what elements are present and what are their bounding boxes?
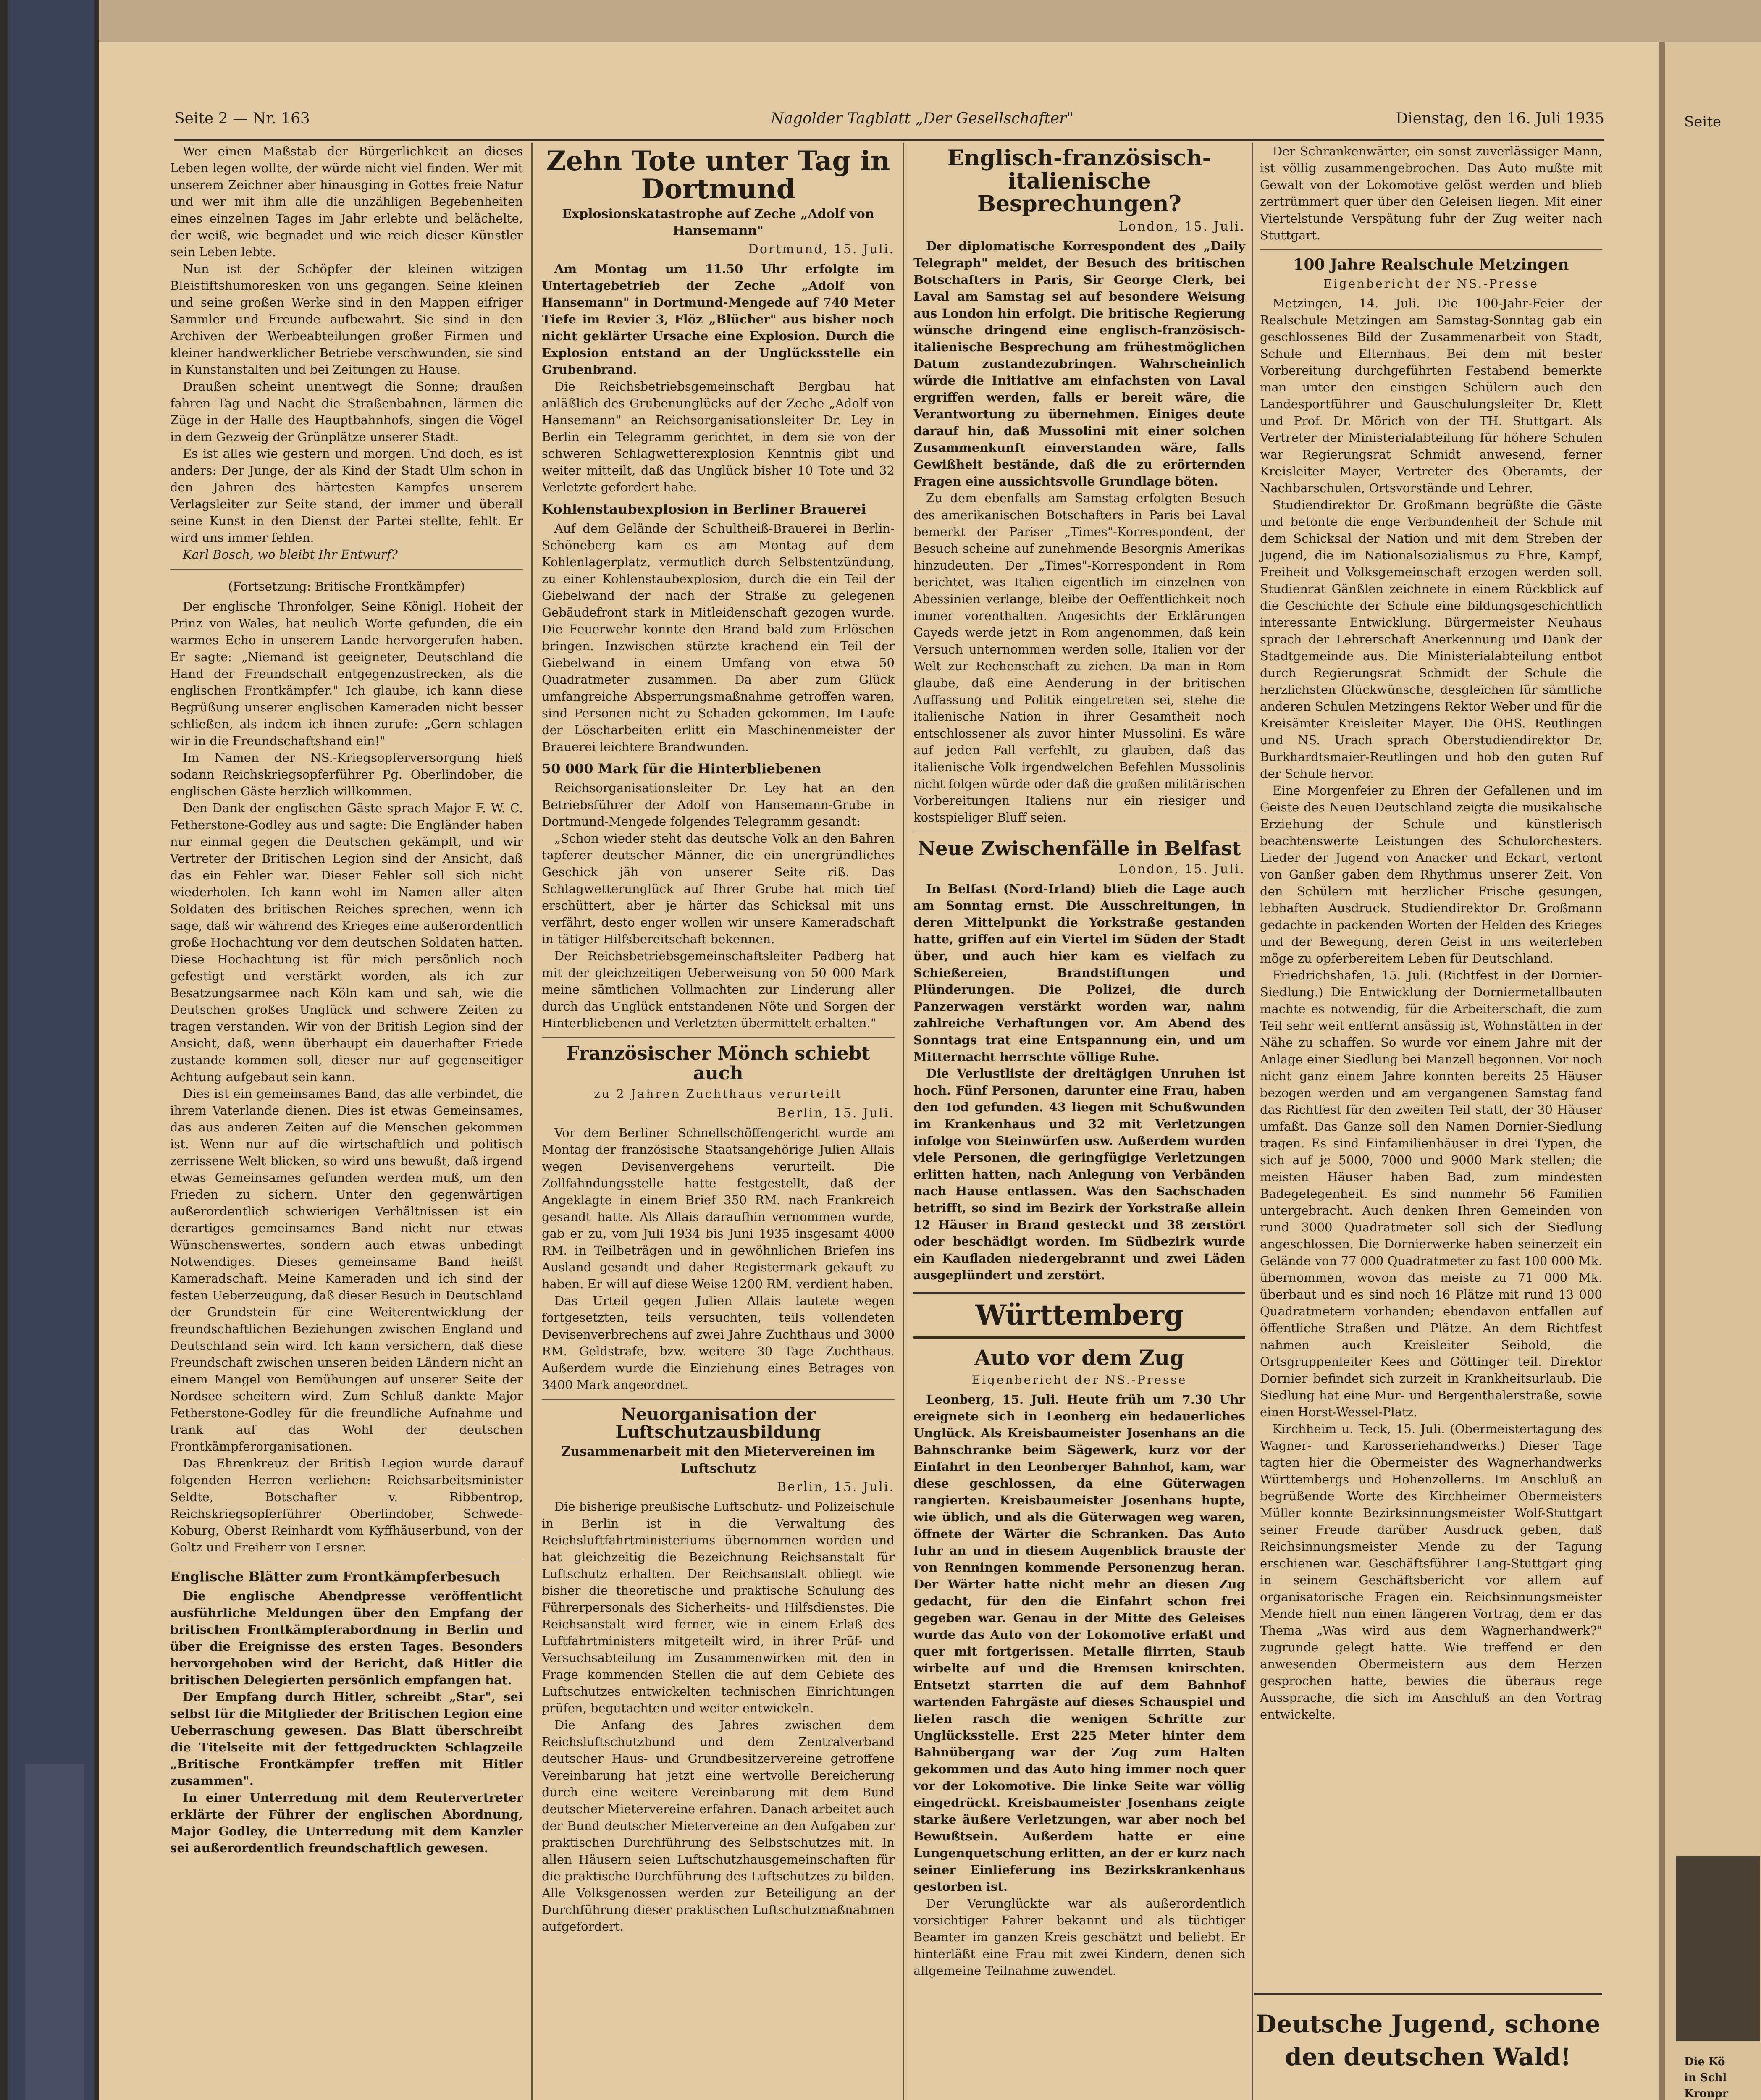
paragraph: Der Schrankenwärter, ein sonst zuverlässiger Mann, ist völlig zusammengebrochen. Das Auto mußte mit Gewalt von der Lokomotive gelöst werden und blieb zertrümmert quer über den Geleisen liegen. Mit einer Viertelstunde Verspätung fuhr der Zug weiter nach Stuttgart. [1260, 144, 1602, 242]
paragraph: Eine Morgenfeier zu Ehren der Gefallenen und im Geiste des Neuen Deutschland zeigte die musikalische Erziehung der Schule und künstlerisch beachtenswerte Leistungen des Schulorchesters. Lieder der Jugend von Anacker und Eckart, vertont von Ganßer gaben dem Rhythmus unserer Zeit. Von den Schülern mit herzlicher Frische gesungen, lebhaften Ausdruck. Studiendirektor Dr. Großmann gedachte in packenden Worten der Helden des Krieges und der Bewegung, deren Geist in uns weiterleben möge zu opferbereitem Leben für Deutschland. [1260, 783, 1602, 966]
binding-tape-lower [25, 1764, 84, 2100]
dateline: London, 15. Juli. [1118, 862, 1245, 877]
paragraph: Es ist alles wie gestern und morgen. Und doch, es ist anders: Der Junge, der als Kind der Stadt Ulm schon in den Jahren des härtesten Kampfes unserem Verlagsleiter zur Seite stand, der immer und überall seine Kunst in den Dienst der Partei stellte, fehlt. Er wird uns immer fehlen. [170, 446, 523, 545]
paragraph: Metzingen, 14. Juli. Die 100-Jahr-Feier der Realschule Metzingen am Samstag-Sonntag gab ein geschlossenes Bild der Zusammenarbeit von Stadt, Schule und Elternhaus. Bei dem mit bester Vorbereitung durchgeführten Festabend bemerkte man unter den einstigen Schülern auch den Landesportführer und Gauschulungsleiter Dr. Klett und Prof. Dr. Mörich von der TH. Stuttgart. Als Vertreter der Ministerialabteilung für höhere Schulen war Regierungsrat Schmidt anwesend, ferner Kreisleiter Mayer, Vertreter des Oberamts, der Nachbarschulen, Ortsvorstände und Lehrer. [1260, 296, 1602, 495]
adjacent-photo [1676, 1856, 1760, 2041]
slogan-rule [1254, 1993, 1602, 1995]
article-subhead: Explosionskatastrophe auf Zeche „Adolf von Hansemann" [562, 207, 874, 239]
divider [1260, 249, 1602, 250]
paragraph: Nun ist der Schöpfer der kleinen witzigen Bleistiftshumoresken von uns gegangen. Seine kleinen und seine großen Werke sind in den Mappen eifriger Sammler und Freunde aufbewahrt. Sie sind in den Archiven der Werbeabteilungen großer Firmen und kleiner handwerklicher Betriebe verschwunden, sie sind in Kunstanstalten und bei Zeitungen zu Hause. [170, 262, 523, 377]
paragraph: Reichsorganisationsleiter Dr. Ley hat an den Betriebsführer der Adolf von Hansemann-Grube in Dortmund-Mengede folgendes Telegramm gesandt: [542, 781, 895, 829]
paragraph: Leonberg, 15. Juli. Heute früh um 7.30 Uhr ereignete sich in Leonberg ein bedauerliches Unglück. Als Kreisbaumeister Josenhans an die Bahnschranke beim Sägewerk, kurz vor der Einfahrt in den Leonberger Bahnhof, kam, war diese geschlossen, da eine Güterwagen rangierten. Kreisbaumeister Josenhans hupte, wie üblich, und als die Güterwagen weg waren, öffnete der Wärter die Schranken. Das Auto fuhr an und in diesem Augenblick brauste der von Renningen kommende Personenzug heran. Der Wärter hatte nicht mehr an diesen Zug gedacht, für den die Einfahrt schon frei gegeben war. Genau in der Mitte des Geleises wurde das Auto von der Lokomotive erfaßt und quer mit fortgerissen. Metalle flirrten, Staub wirbelte auf und die Bremsen knirschten. Entsetzt starrten die auf dem Bahnhof wartenden Fahrgäste auf dieses Schauspiel und liefen rasch die wenigen Schritte zur Unglücksstelle. Erst 225 Meter hinter dem Bahnübergang war der Zug zum Halten gekommen und das Auto hing immer noch quer vor der Lokomotive. Die linke Seite war völlig eingedrückt. Kreisbaumeister Josenhans zeigte starke äußere Verletzungen, war aber noch bei Bewußtsein. Außerdem hatte er eine Lungenquetschung erlitten, an der er kurz nach seiner Einlieferung ins Bezirkskrankenhaus gestorben ist. [913, 1392, 1245, 1894]
moench-article [542, 1044, 895, 1393]
section-headline: Kohlenstaubexplosion in Berliner Brauerei [542, 501, 866, 517]
column-2 [542, 143, 895, 1935]
article-headline: Neue Zwischenfälle in Belfast [918, 837, 1241, 860]
column-rule [1252, 143, 1253, 2100]
paragraph: Im Namen der NS.-Kriegsopferversorgung hieß sodann Reichskriegsopferführer Pg. Oberlindober, die englischen Gäste herzlich willkommen. [170, 751, 523, 798]
paragraph: Der Reichsbetriebsgemeinschaftsleiter Padberg hat mit der gleichzeitigen Ueberweisung von 50 000 Mark meine sämtlichen Vollmachten zur Linderung aller durch das Unglück entstandenen Nöte und Sorgen der Hinterbliebenen und Verletzten übermittelt erhalten." [542, 949, 895, 1031]
continued-label: (Fortsetzung: Britische Frontkämpfer) [228, 579, 465, 593]
column-rule [531, 143, 533, 2100]
paragraph: Wer einen Maßstab der Bürgerlichkeit an dieses Leben legen wollte, der würde nicht viel finden. Wer mit unserem Zeichner aber hinausging in Gottes freie Natur und wer mit ihm alle die unzähligen Begebenheiten eines einzelnen Tages im Jahr erlebte und belächelte, der weiß, wie begnadet und wie reich dieser Künstler sein Leben lebte. [170, 144, 523, 259]
article-headline: Auto vor dem Zug [974, 1345, 1185, 1370]
article-headline: Englische Blätter zum Frontkämpferbesuch [170, 1569, 501, 1585]
page-top-edge [99, 0, 1761, 42]
dateline: Berlin, 15. Juli. [777, 1105, 895, 1121]
lead-paragraph: Am Montag um 11.50 Uhr erfolgte im Untertagebetrieb der Zeche „Adolf von Hansemann" in Dortmund-Mengede auf 740 Meter Tiefe im Revier 3, Flöz „Blücher" aus bisher noch nicht geklärter Ursache eine Explosion. Durch die Explosion entstand an der Unglücksstelle ein Grubenbrand. [542, 262, 895, 377]
adjacent-caption: Die Kö in Schl Kronpr [1684, 2055, 1728, 2100]
paragraph: „Schon wieder steht das deutsche Volk an den Bahren tapferer deutscher Männer, die ein unergründliches Geschick jäh von unserer Seite riß. Das Schlagwetterunglück auf Ihrer Grube hat mich tief erschüttert, aber je härter das Schicksal mit uns verfährt, desto enger wollen wir unsere Kameradschaft in tätiger Hilfsbereitschaft bekennen. [542, 831, 895, 947]
paragraph: Der Verunglückte war als außerordentlich vorsichtiger Fahrer bekannt und als tüchtiger Beamter im ganzen Kreis geschätzt und beliebt. Er hinterläßt eine Frau mit zwei Kindern, denen sich allgemeine Teilnahme zuwendet. [913, 1896, 1245, 1978]
paragraph: Vor dem Berliner Schnellschöffengericht wurde am Montag der französische Staatsangehörige Julien Allais wegen Devisenvergehens verurteilt. Die Zollfahndungsstelle hatte festgestellt, daß der Angeklagte in einem Brief 350 RM. nach Frankreich gesandt hatte. Als Allais daraufhin vernommen wurde, gab er zu, vom Juli 1934 bis Juni 1935 insgesamt 4000 RM. in Teilbeträgen und in gewöhnlichen Briefen ins Ausland gesandt und daher Registermark gekauft zu haben. Er will auf diese Weise 1200 RM. verdient haben. [542, 1125, 895, 1291]
column-4 [1260, 143, 1602, 1723]
paragraph: In einer Unterredung mit dem Reutervertreter erklärte der Führer der englischen Abordnung, Major Godley, die Unterredung mit dem Kanzler sei außerordentlich freundschaftlich gewesen. [170, 1790, 523, 1855]
paragraph: Kirchheim u. Teck, 15. Juli. (Obermeistertagung des Wagner- und Karosseriehandwerks.) Dieser Tage tagten hier die Obermeister des Wagnerhandwerks Württembergs und Hohenzollerns. Im Anschluß an begrüßende Worte des Kirchheimer Obermeisters Müller konnte Bezirksinnungsmeister Wolf-Stuttgart seiner Freude darüber Ausdruck geben, daß Reichsinnungsmeister Mende zu der Tagung erschienen war. Geschäftsführer Lang-Stuttgart ging in seinem Geschäftsbericht vor allem auf organisatorische Fragen ein. Reichsinnungsmeister Mende hielt nun einen längeren Vortrag, dem er das Thema „Was wird aus dem Wagnerhandwerk?" zugrunde gelegt hatte. Wie treffend er den anwesenden Obermeistern aus dem Herzen gesprochen hatte, bewies die überaus rege Aussprache, die sich im Anschluß an den Vortrag entwickelte. [1260, 1422, 1602, 1722]
article-subhead: Zusammenarbeit mit den Mietervereinen im Luftschutz [561, 1444, 875, 1476]
paragraph: Das Urteil gegen Julien Allais lautete wegen fortgesetzten, teils versuchten, teils vollendeten Devisenverbrechens auf zwei Jahre Zuchthaus und 3000 RM. Geldstrafe, bzw. weitere 30 Tage Zuchthaus. Außerdem wurde die Einziehung eines Betrages von 3400 Mark angeordnet. [542, 1293, 895, 1392]
belfast-article [913, 838, 1245, 1284]
paragraph: Dies ist ein gemeinsames Band, das alle verbindet, die ihrem Vaterlande dienen. Dies ist etwas Gemeinsames, das aus anderen Zeiten auf die Menschen gekommen ist. Wenn nur auf die wirtschaftlich und politisch zerrissene Welt blicken, so wird uns bewußt, daß irgend etwas Gemeinsames gefunden werden muß, um den Frieden zu sichern. Unter den gegenwärtigen außerordentlich schwierigen Verhältnissen ist ein derartiges gemeinsames Band nicht nur etwas Wünschenswertes, sondern auch etwas unbedingt Notwendiges. Dieses gemeinsame Band heißt Kameradschaft. Meine Kameraden und ich sind der festen Ueberzeugung, daß dieser Besuch in Deutschland der Grundstein für eine Weiterentwicklung der freundschaftlichen Beziehungen zwischen England und Deutschland sein wird. Ich kann versichern, daß diese Freundschaft zwischen unseren beiden Ländern nicht an einem Mangel von Bemühungen auf unserer Seite der Nordsee scheitern wird. Zum Schluß dankte Major Fetherstone-Godley für die freundliche Aufnahme und trank auf das Wohl der deutschen Frontkämpferorganisationen. [170, 1087, 523, 1454]
paragraph: Die englische Abendpresse veröffentlicht ausführliche Meldungen über den Empfang der britischen Frontkämpferabordnung in Berlin und über die Ereignisse des ersten Tages. Besonders hervorgehoben wird der Bericht, daß Hitler die britischen Delegierten persönlich empfangen hat. [170, 1589, 523, 1687]
paragraph: Friedrichshafen, 15. Juli. (Richtfest in der Dornier-Siedlung.) Die Entwicklung der Dorniermetallbauten machte es notwendig, für die Arbeiterschaft, die zum Teil sehr weit entfernt ansässig ist, Wohnstätten in der Nähe zu schaffen. So wurde vor einem Jahre mit der Anlage einer Siedlung bei Manzell begonnen. Vor noch nicht ganz einem Jahre konnten bereits 25 Häuser bezogen werden und am vergangenen Samstag fand das Richtfest für den zweiten Teil statt, der 30 Häuser umfaßt. Das Ganze soll den Namen Dornier-Siedlung tragen. Es sind Einfamilienhäuser in drei Typen, die sich auf je 5000, 7000 und 9000 Mark stellen; die meisten Häuser haben Bad, zum mindesten Badegelegenheit. Es sind nunmehr 56 Familien untergebracht. Auch denken Ihren Gemeinden von rund 3000 Quadratmeter soll sich der Siedlung angeschlossen. Die Dornierwerke haben seinerzeit ein Gelände von 77 000 Quadratmeter zu fast 100 000 Mk. übernommen, wovon das meiste zu 71 000 Mk. überbaut und es sind noch 16 Plätze mit rund 13 000 Quadratmetern vorhanden; ebendavon entfallen auf öffentliche Straßen und Plätze. An dem Richtfest nahmen auch Kreisleiter Seibold, die Ortsgruppenleiter Kees und Göttinger teil. Direktor Dornier befindet sich zurzeit in Krankheitsurlaub. Die Siedlung hat eine Mur- und Bergenthalerstraße, sowie einen Horst-Wessel-Platz. [1260, 968, 1602, 1419]
paragraph: Die Verlustliste der dreitägigen Unruhen ist hoch. Fünf Personen, darunter eine Frau, haben den Tod gefunden. 43 liegen mit Schußwunden im Krankenhaus und 32 mit Verletzungen infolge von Steinwürfen usw. Außerdem wurden viele Personen, die geringfügige Verletzungen erlitten hatten, nach Anlegung von Verbänden nach Hause entlassen. Was den Sachschaden betrifft, so sind im Bezirk der Yorkstraße allein 12 Häuser in Brand gesteckt und 38 zerstört oder beschädigt worden. Im Südbezirk wurde ein Kaufladen niedergebrannt und zwei Läden ausgeplündert und zerstört. [913, 1066, 1245, 1283]
paragraph: Die Anfang des Jahres zwischen dem Reichsluftschutzbund und dem Zentralverband deutscher Haus- und Grundbesitzervereine getroffene Vereinbarung hat jetzt eine wertvolle Bereicherung durch eine weitere Vereinbarung mit dem Bund deutscher Mietervereine erfahren. Danach arbeitet auch der Bund deutscher Mietervereine an den Aufgaben zur praktischen Durchführung des Selbstschutzes mit. In allen Häusern seien Luftschutzhausgemeinschaften für die praktische Durchführung des Luftschutzes zu bilden. Alle Volksgenossen werden zur Beteiligung an der Durchführung dieser praktischen Luftschutzmaßnahmen aufgefordert. [542, 1717, 895, 1934]
frontkaempfer-article [170, 578, 523, 1556]
header-rule [174, 139, 1604, 141]
article-headline: Englisch-französisch-italienische Besprechungen? [947, 145, 1212, 217]
slogan: Deutsche Jugend, schone den deutschen Wald! [1255, 2010, 1601, 2071]
running-header [174, 110, 1604, 135]
article-headline: Neuorganisation der Luftschutzausbildung [615, 1404, 821, 1442]
article-headline: 100 Jahre Realschule Metzingen [1293, 256, 1569, 273]
column-3 [913, 143, 1245, 1979]
article-headline: Zehn Tote unter Tag in Dortmund [546, 145, 890, 205]
article-source: Eigenbericht der NS.-Presse [1323, 277, 1539, 291]
divider [170, 569, 523, 570]
dateline: Berlin, 15. Juli. [777, 1479, 895, 1494]
book-binding [0, 0, 99, 2100]
paragraph: Der Empfang durch Hitler, schreibt „Star", sei selbst für die Mitglieder der Britischen Legion eine Ueberraschung gewesen. Das Blatt überschreibt die Titelseite mit der fettgedruckten Schlagzeile „Britische Frontkämpfer treffen mit Hitler zusammen". [170, 1690, 523, 1788]
adjacent-page-strip [1659, 42, 1761, 2100]
paragraph: Der englische Thronfolger, Seine Königl. Hoheit der Prinz von Wales, hat neulich Worte gefunden, die ein warmes Echo in unserem Lande hervorgerufen haben. Er sagte: „Niemand ist geeigneter, Deutschland die Hand der Freundschaft entgegenzustrecken, als die englischen Frontkämpfer." Ich glaube, ich kann diese Begrüßung unserer englischen Kameraden nicht besser schließen, als indem ich ihnen zurufe: „Gern schlagen wir in die Freundschaftshand ein!" [170, 599, 523, 748]
article-source: Eigenbericht der NS.-Presse [971, 1373, 1187, 1387]
column-rule [903, 143, 904, 2100]
article-subhead: zu 2 Jahren Zuchthaus verurteilt [594, 1087, 842, 1101]
zug-article [913, 1347, 1245, 1979]
article-headline: Französischer Mönch schiebt auch [566, 1043, 870, 1084]
paragraph: Auf dem Gelände der Schultheiß-Brauerei in Berlin-Schöneberg kam es am Montag auf dem Kohlenlagerplatz, vermutlich durch Selbstentzündung, zu einer Kohlenstaubexplosion, durch die ein Teil der Giebelwand der nach der Straße zu gelegenen Gebäudefront stark in Mitleidenschaft gezogen wurde. Die Feuerwehr konnte den Brand bald zum Erlöschen bringen. Inzwischen stürzte krachend ein Teil der Giebelwand in einem Umfang von etwa 50 Quadratmeter zusammen. Da aber zum Glück umfangreiche Absperrungsmaßnahme getroffen waren, sind Personen nicht zu Schaden gekommen. Im Laufe der Löscharbeiten erlitt ein Maschinenmeister der Brauerei leichtere Brandwunden. [542, 521, 895, 754]
luftschutz-article [542, 1406, 895, 1935]
bosch-article [170, 143, 523, 563]
lead-paragraph: Der diplomatische Korrespondent des „Daily Telegraph" meldet, der Besuch des britischen Botschafters in Paris, Sir George Clerk, bei Laval am Samstag sei auf besondere Weisung aus London hin erfolgt. Die britische Regierung wünsche dringend eine englisch-französisch-italienische Besprechung am frühestmöglichen Datum zustandezubringen. Wahrscheinlich würde die Initiative am einfachsten von Laval ergriffen werden, falls er bereit wäre, die Verantwortung zu übernehmen. Einiges deute darauf hin, daß Mussolini mit einer solchen Zusammenkunft einverstanden wäre, falls Gewißheit bestände, daß die zu erörternden Fragen eine aussichtsvolle Grundlage böten. [913, 239, 1245, 488]
paragraph: Karl Bosch, wo bleibt Ihr Entwurf? [183, 547, 398, 562]
page-edge [1659, 42, 1665, 2100]
besprechungen-article [913, 147, 1245, 826]
blaetter-article [170, 1568, 523, 1856]
header-date: Dienstag, den 16. Juli 1935 [1396, 110, 1604, 127]
realschule-article [1260, 256, 1602, 967]
header-page-number: Seite 2 — Nr. 163 [174, 110, 310, 127]
dateline: Dortmund, 15. Juli. [748, 242, 895, 257]
paragraph: In Belfast (Nord-Irland) blieb die Lage auch am Sonntag ernst. Die Ausschreitungen, in deren Mittelpunkt die Yorkstraße gestanden hatte, griffen auf ein Viertel im Süden der Stadt über, und auch hier kam es vielfach zu Schießereien, Brandstiftungen und Plünderungen. Die Polizei, die durch Panzerwagen verstärkt worden war, nahm zahlreiche Verhaftungen vor. Am Abend des Sonntags trat eine Entspannung ein, und um Mitternacht herrschte völlige Ruhe. [913, 882, 1245, 1064]
dortmund-article [542, 147, 895, 1032]
divider [542, 1399, 895, 1400]
paragraph: Draußen scheint unentwegt die Sonne; draußen fahren Tag und Nacht die Straßenbahnen, lärmen die Züge in der Halle des Hauptbahnhofs, singen die Vögel in dem Gezweig der Grünplätze unserer Stadt. [170, 379, 523, 444]
section-banner [913, 1292, 1245, 1339]
divider [542, 1037, 895, 1038]
paragraph: Die Reichsbetriebsgemeinschaft Bergbau hat anläßlich des Grubenunglücks auf der Zeche „Adolf von Hansemann" an Reichsorganisationsleiter Dr. Ley in Berlin ein Telegramm gerichtet, in dem sie von der schweren Schlagwetterexplosion Kenntnis gibt und weiter mitteilt, daß das Unglück bisher 10 Tote und 32 Verletzte gefordert habe. [542, 379, 895, 495]
section-title: Württemberg [975, 1299, 1184, 1332]
column-1 [170, 143, 523, 1856]
paragraph: Studiendirektor Dr. Großmann begrüßte die Gäste und betonte die enge Verbundenheit der Schule mit dem Schicksal der Nation und mit dem Streben der Jugend, die im Nationalsozialismus zu Ehre, Kampf, Freiheit und Volksgemeinschaft erzogen werden soll. Studienrat Gänßlen zeichnete in einem Rückblick auf die Geschichte der Schule eine bildungsgeschichtlich interessante Entwicklung. Bürgermeister Neuhaus sprach der Lehrerschaft Anerkennung und Dank der Stadtgemeinde aus. Die Ministerialabteilung entbot durch Regierungsrat Schmidt der Schule die herzlichsten Glückwünsche, desgleichen für sämtliche anderen Schulen Metzingens Rektor Weber und für die Kreisämter Kreisleiter Mayer. Die OHS. Reutlingen und NS. Urach sprach Oberstudiendirektor Dr. Burkhardtsmaier-Reutlingen und hob den guten Ruf der Schule hervor. [1260, 498, 1602, 781]
paragraph: Den Dank der englischen Gäste sprach Major F. W. C. Fetherstone-Godley aus und sagte: Die Engländer haben nur einmal gegen die Deutschen gekämpft, und wir Vertreter der Britischen Legion sind der Ansicht, daß das ein Fehler war. Dieser Fehler soll sich nicht wiederholen. Ich kann wohl im Namen aller alten Soldaten des britischen Reiches sprechen, wenn ich sage, daß wir während des Krieges eine außerordentlich große Hochachtung vor dem deutschen Soldaten hatten. Diese Hochachtung ist für mich persönlich noch gefestigt und verstärkt worden, als ich zur Besatzungsarmee nach Köln kam und sah, wie die Deutschen großes Unglück und schwere Zeiten zu tragen verstanden. Wir von der British Legion sind der Ansicht, daß, wenn überhaupt ein dauerhafter Friede zustande kommen soll, dieser nur auf gegenseitiger Achtung aufgebaut sein kann. [170, 801, 523, 1084]
header-masthead: Nagolder Tagblatt „Der Gesellschafter" [771, 110, 1073, 127]
paragraph: Zu dem ebenfalls am Samstag erfolgten Besuch des amerikanischen Botschafters in Paris bei Laval bemerkt der Pariser „Times"-Korrespondent, der Besuch scheine auf zunehmende Besorgnis Amerikas hinzudeuten. Der „Times"-Korrespondent in Rom berichtet, was Italien eigentlich im einzelnen von Abessinien verlange, bleibe der Oeffentlichkeit noch immer vorenthalten. Angesichts der Erklärungen Gayeds werde jetzt in Rom angenommen, daß kein Versuch unternommen werden solle, Italien vor der Welt zur Rechenschaft zu ziehen. Da man in Rom glaube, daß eine Aenderung in der britischen Auffassung und Politik eingetreten sei, stehe die italienische Nation in ihrer Gesamtheit noch entschlossener als zuvor hinter Mussolini. Es wäre auf jeden Fall verfehlt, zu glauben, daß das italienische Volk irgendwelchen Befehlen Mussolinis nicht folgen würde oder daß die großen militärischen Vorbereitungen Italiens nur ein riesiger und kostspieliger Bluff seien. [913, 491, 1245, 824]
dateline: London, 15. Juli. [1118, 219, 1245, 234]
section-headline: 50 000 Mark für die Hinterbliebenen [542, 761, 821, 777]
paragraph: Die bisherige preußische Luftschutz- und Polizeischule in Berlin ist in die Verwaltung des Reichsluftfahrtministeriums übernommen worden und hat gleichzeitig die Bezeichnung Reichsanstalt für Luftschutz erhalten. Der Reichsanstalt obliegt wie bisher die theoretische und praktische Schulung des Führerpersonals des Sicherheits- und Hilfsdienstes. Die Reichsanstalt wird ferner, wie in einem Erlaß des Luftfahrtministers mitgeteilt wird, in ihrer Prüf- und Versuchsabteilung im Zusammenwirken mit den in Frage kommenden Stellen die auf dem Gebiete des Luftschutzes entwickelten technischen Einrichtungen prüfen, begutachten und weiter entwickeln. [542, 1499, 895, 1715]
paragraph: Das Ehrenkreuz der British Legion wurde darauf folgenden Herren verliehen: Reichsarbeitsminister Seldte, Botschafter v. Ribbentrop, Reichskriegsopferführer Oberlindober, Schwede-Koburg, Oberst Reinhardt vom Kyffhäuserbund, von der Goltz und Freiherr von Lersner. [170, 1456, 523, 1554]
adjacent-header: Seite [1684, 113, 1722, 130]
